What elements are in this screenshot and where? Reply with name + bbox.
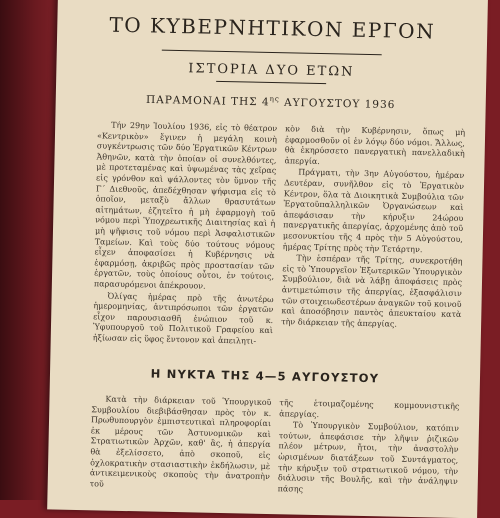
section-heading: Η ΝΥΚΤΑ ΤΗΣ 4—5 ΑΥΓΟΥΣΤΟΥ [150, 366, 380, 386]
paragraph: Πράγματι, τὴν 3ην Αὐγούστου, ἡμέραν Δευτέραν, συνῆλθον εἰς τὸ Ἐργατικὸν Κέντρον, ὅλα τὰ Διοικητικὰ Συμβούλια τῶν Ἐργατοϋπαλληλικῶν Ὀργανώσεων καὶ ἀπεφάσισαν τὴν κήρυξιν 24ώρου πανεργατικῆς ἀπεργίας, ἀρχομένης ἀπὸ τοῦ μεσονυκτίου τῆς 4 πρὸς τὴν 5 Αὐγούστου, ἡμέρας Τρίτης πρὸς τὴν Τετάρτην. [282, 167, 465, 254]
paragraph: Τὴν ἑσπέραν τῆς Τρίτης, συνεκροτήθη εἰς τὸ Ὑπουργεῖον Ἐξωτερικῶν Ὑπουργικὸν Συμβούλιον, διὰ νὰ λάβῃ ἀποφάσεις πρὸς ἀντιμετώπισιν τῆς ἀπεργίας, ἐξασφάλισιν τῶν στοιχειωδεστέρων ἀναγκῶν τοῦ κοινοῦ καὶ ἀποσόβησιν παντὸς ἀπευκταίου κατὰ τὴν διάρκειαν τῆς ἀπεργίας. [281, 253, 463, 329]
dateline-sup: ης [269, 94, 280, 104]
paragraph: τῆς ἑτοιμαζομένης κομμουνιστικῆς ἀπεργίας. [279, 398, 460, 419]
paragraph: Κατὰ τὴν διάρκειαν τοῦ Ὑπουργικοῦ Συμβουλίου διεβιβάσθησαν πρὸς τὸν κ. Πρωθυπουργὸν ἐμπιστευτικαὶ πληροφορίαι ἐκ μέρους τῶν Ἀστυνομικῶν καὶ Στρατιωτικῶν Ἀρχῶν, καθ' ἃς, ἡ ἀπεργία θὰ ἐξελίσσετο, ἀπὸ σκοποῦ, εἰς ὀχλοκρατικὴν στασιαστικὴν ἐκδήλωσιν, μὲ ἀντικειμενικοὺς σκοποὺς τὴν ἀνατροπὴν τοῦ [89, 394, 272, 489]
document-page [47, 0, 488, 518]
paragraph: Τήν 29ην Ἰουλίου 1936, εἰς τὸ θέατρον «Κεντρικὸν» ἔγινεν ἡ μεγάλη κοινὴ συγκέντρωσις τῶν δύο Ἐργατικῶν Κέντρων Ἀθηνῶν, κατὰ τὴν ὁποίαν οἱ συνελθόντες, μὲ προτεταμένας καὶ ὑψωμένας τὰς χεῖρας εἰς γρόνθον καὶ ψάλλοντες τὸν ὕμνον τῆς Γ΄ Διεθνοῦς, ἀπεδέχθησαν ψήφισμα εἰς τὸ ὁποῖον, μεταξὺ ἄλλων θρασυτάτων αἰτημάτων, ἐζητεῖτο ἡ μὴ ἐφαρμογὴ τοῦ νόμου περὶ Ὑποχρεωτικῆς Διαιτησίας καὶ ἡ μὴ ψῆφισις τοῦ νόμου περὶ Ἀσφαλιστικῶν Ταμείων. Καὶ τοὺς δύο τούτους νόμους εἶχεν ἀποφασίσει ἡ Κυβέρνησις νὰ ἐφαρμόσῃ, ἀκριβῶς πρὸς προστασίαν τῶν ἐργατῶν, τοὺς ὁποίους οὗτοι, ἐν τούτοις, παρασυρόμενοι ἀπέκρουον. [93, 120, 278, 291]
dateline-pre: ΠΑΡΑΜΟΝΑΙ ΤΗΣ 4 [145, 93, 270, 109]
paragraph: Τὸ Ὑπουργικὸν Συμβούλιον, κατόπιν τούτων, ἀπεφάσισε τὴν λῆψιν ῥιζικῶν πλέον μέτρων, ἤτοι, τὴν ἀναστολὴν ὡρισμένων διατάξεων τοῦ Συντάγματος, τὴν κήρυξιν τοῦ στρατιωτικοῦ νόμου, τὴν διάλυσιν τῆς Βουλῆς, καὶ τὴν ἀνάληψιν πάσης [277, 420, 460, 494]
paragraph: κὸν διὰ τὴν Κυβέρνησιν, ὅπως μὴ ἐφαρμοσθοῦν οἱ ἐν λόγῳ δύο νόμοι. Ἄλλως, θὰ ἐκηρύσσετο πανεργατικὴ πανελλαδικὴ ἀπεργία. [284, 124, 466, 166]
page-subtitle: ΙΣΤΟΡΙΑ ΔΥΟ ΕΤΩΝ [188, 61, 355, 80]
page-title: ΤΟ ΚΥΒΕΡΝΗΤΙΚΟΝ ΕΡΓΟΝ [109, 12, 436, 44]
subtitle-rule [216, 81, 326, 84]
dateline-post: ΑΥΓΟΥΣΤΟΥ 1936 [279, 96, 396, 112]
paragraph: Ὀλίγας ἡμέρας πρὸ τῆς ἀνωτέρω ἡμερομηνίας, ἀντιπρόσωποι τῶν ἐργατῶν εἶχον παρουσιασθῆ ἐνώπιον τοῦ κ. Ὑφυπουργοῦ τοῦ Πολιτικοῦ Γραφείου καὶ ἠξίωσαν εἰς ὕφος ἔντονον καὶ ἀπειλητι- [92, 291, 274, 346]
section-right-column [278, 398, 460, 498]
title-rule [162, 50, 382, 56]
dateline [56, 90, 486, 113]
section-left-column [90, 394, 272, 493]
right-column [281, 124, 465, 331]
left-column [93, 120, 278, 347]
